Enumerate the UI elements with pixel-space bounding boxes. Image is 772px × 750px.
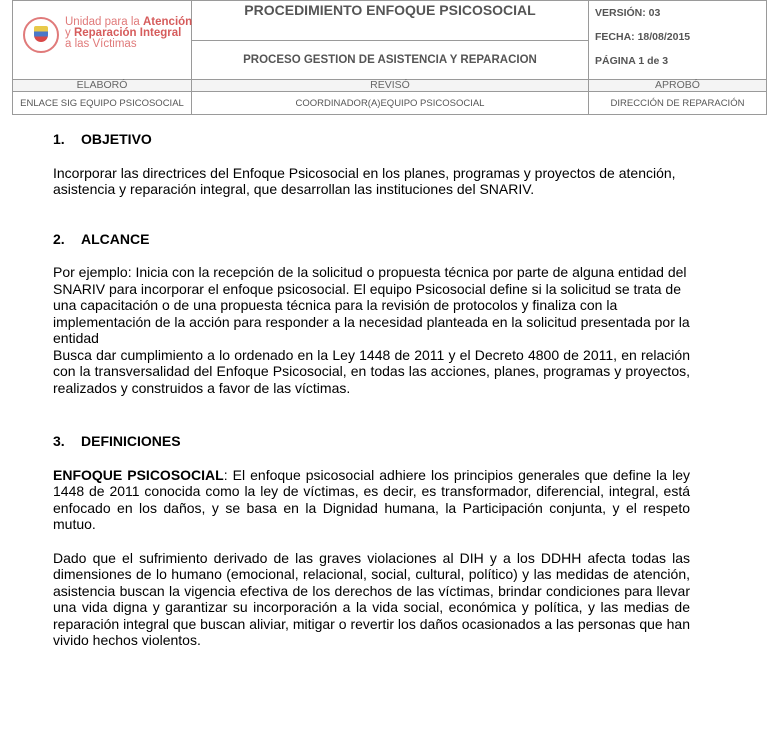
document-header: [12, 0, 761, 112]
alcance-paragraph-2: Busca dar cumplimiento a lo ordenado en la Ley 1448 de 2011 y el Decreto 4800 de 2011, en relación con la transversalidad del Enfoque Psicosocial, en todas las acciones, planes, programas y proyectos, realizados y construidos a favor de las víctimas.: [53, 346, 690, 396]
section-heading-alcance: 2. ALCANCE: [53, 230, 150, 247]
definiciones-paragraph-2: Dado que el sufrimiento derivado de las graves violaciones al DIH y a los DDHH afecta todas las dimensiones de lo humano (emocional, relacional, social, cultural, político) y las medidas de atención, asistencia buscan la vigencia efectiva de los derechos de las víctimas, brindar condiciones para llevar una vida digna y garantizar su incorporación a la vida social, económica y política, y las medias de reparación integral que buscan aliviar, mitigar o revertir los daños ocasionados a las personas que han vivido hechos violentos.: [53, 549, 690, 648]
alcance-paragraph-1: Por ejemplo: Inicia con la recepción de la solicitud o propuesta técnica por parte de alguna entidad del SNARIV para incorporar el enfoque psicosocial. El equipo Psicosocial define si la solicitud se trata de una capacitación o de una propuesta técnica para la revisión de protocolos y finaliza con la implementación de la acción para responder a la necesidad planteada en la solicitud presentada por la entidad: [53, 264, 690, 346]
column-aprobo: APROBÓ: [589, 80, 767, 92]
document-meta: [589, 1, 767, 80]
signer-reviso: COORDINADOR(A)EQUIPO PSICOSOCIAL: [192, 92, 589, 115]
page-label: PÁGINA 1 de 3: [595, 55, 669, 67]
signer-aprobo: DIRECCIÓN DE REPARACIÓN: [589, 92, 767, 115]
unidad-victimas-logo: [23, 15, 193, 57]
version-label: VERSIÓN: 03: [595, 7, 661, 19]
column-elaboro: ELABORÓ: [13, 80, 192, 92]
header-table: [12, 0, 767, 115]
logo-cell: [13, 1, 192, 80]
document-title: PROCEDIMIENTO ENFOQUE PSICOSOCIAL: [192, 1, 589, 41]
term-enfoque-psicosocial: ENFOQUE PSICOSOCIAL: [53, 466, 224, 483]
process-name: PROCESO GESTION DE ASISTENCIA Y REPARACION: [192, 40, 589, 80]
signer-elaboro: ENLACE SIG EQUIPO PSICOSOCIAL: [13, 92, 192, 115]
section-heading-definiciones: 3. DEFINICIONES: [53, 433, 181, 449]
date-label: FECHA: 18/08/2015: [595, 31, 691, 43]
column-reviso: REVISÓ: [192, 80, 589, 92]
section-heading-objetivo: 1. OBJETIVO: [53, 131, 152, 147]
document-body: [53, 131, 690, 649]
objetivo-paragraph: Incorporar las directrices del Enfoque Psicosocial en los planes, programas y proyectos de atención, asistencia y reparación integral, que desarrollan las instituciones del SNARIV.: [53, 164, 676, 197]
logo-text: Unidad para la Atención y Reparación Integral a las Víctimas: [65, 16, 193, 50]
definicion-enfoque-psicosocial: ENFOQUE PSICOSOCIAL: El enfoque psicosocial adhiere los principios generales que define la ley 1448 de 2011 conocida como la ley de víctimas, es decir, es transformador, diferencial, integral, está enfocado en los daños, y se basa en la Dignidad humana, la Participación conjunta, y el respeto mutuo.: [53, 466, 690, 532]
colombia-seal-icon: [23, 17, 59, 53]
